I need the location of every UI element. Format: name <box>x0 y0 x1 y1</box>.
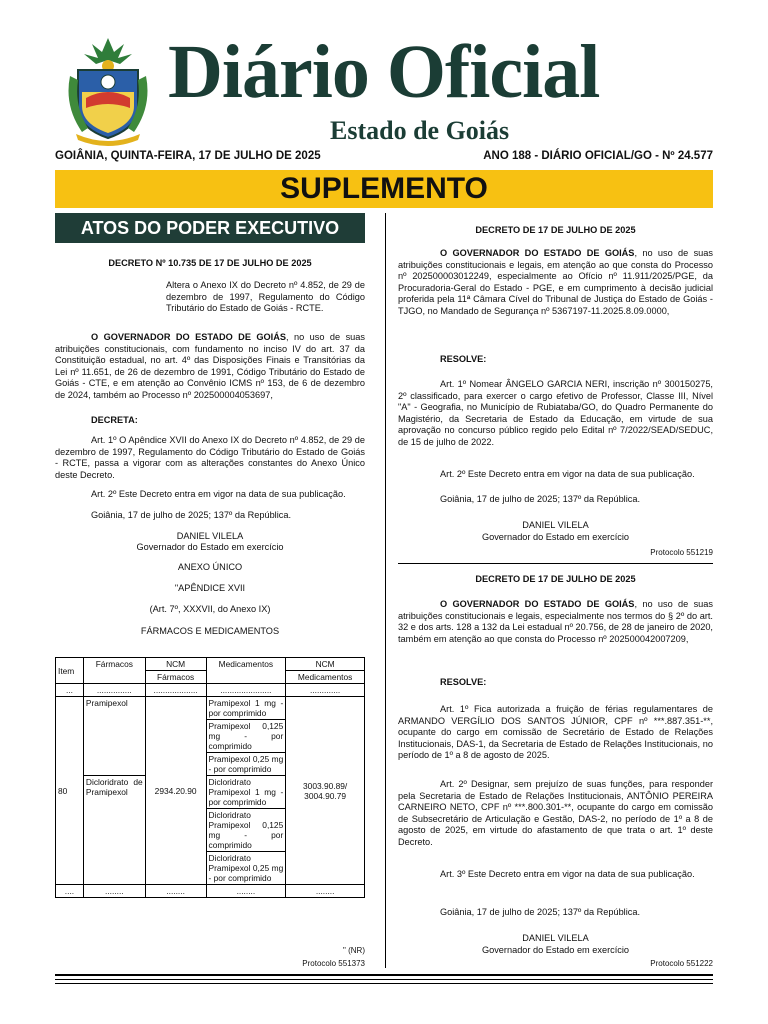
appendix-ref: (Art. 7º, XXXVII, do Anexo IX) <box>149 604 271 614</box>
dots-cell: ........ <box>206 885 286 898</box>
decree-2-resolve: RESOLVE: <box>440 677 487 687</box>
signer-role: Governador do Estado em exercício <box>136 542 284 552</box>
decree-1-title: DECRETO DE 17 DE JULHO DE 2025 <box>475 225 636 235</box>
place-date: Goiânia, 17 de julho de 2025; 137º da República. <box>91 510 292 520</box>
header-ncm: NCM <box>145 658 206 671</box>
dots-cell: ............... <box>83 684 145 697</box>
decree-2-preamble-rest: , no uso de suas atribuições constitucionais e legais, especialmente nos termos do § 2º do art. 32 e dos arts. 128 a 132 da Lei estadual nº 20.756, de 28 de janeiro de 2020, também em atenção ao que consta do Processo nº 202500042007209, <box>398 599 713 644</box>
decree-2-place-date: Goiânia, 17 de julho de 2025; 137º da República. <box>440 907 641 917</box>
header-ncm-medicamentos: Medicamentos <box>286 671 365 684</box>
medicamento-cell: Dicloridrato Pramipexol 1 mg - por comprimido <box>206 776 286 809</box>
appendix-title: "APÊNDICE XVII <box>174 583 246 593</box>
header-item: Item <box>56 658 84 684</box>
dots-cell: ............. <box>286 684 365 697</box>
decree-1-signer: DANIEL VILELA <box>522 520 589 530</box>
decree-1-preamble-rest: , no uso de suas atribuições constitucionais e legais, em atenção ao que consta do Processo nº 202500003012249, especialmente ao Ofício nº 11.911/2025/PGE, da Procuradoria-Geral do Estado - PGE, e em cumprimento à decisão judicial proferida pela 11ª Câmara Cível do Tribunal de Justiça do Estado de Goiás - TJGO, no Mandado de Segurança nº 5367197-11.2025.8.09.0000, <box>398 248 713 316</box>
farmaco-cell: Pramipexol <box>83 697 145 776</box>
ncm-medicamento-cell: 3003.90.89/ 3004.90.79 <box>286 697 365 885</box>
dots-cell: ........ <box>145 885 206 898</box>
decree-2-signer: DANIEL VILELA <box>522 933 589 943</box>
decreta-heading: DECRETA: <box>91 415 138 425</box>
footer-rule <box>55 979 713 980</box>
decree-2-article-3: Art. 3º Este Decreto entra em vigor na data de sua publicação. <box>440 869 695 879</box>
masthead-subtitle: Estado de Goiás <box>330 116 510 145</box>
dots-cell: ...................... <box>206 684 286 697</box>
preamble-bold: O GOVERNADOR DO ESTADO DE GOIÁS <box>91 332 286 342</box>
decree-2-article-1: Art. 1º Fica autorizada a fruição de férias regulamentares de ARMANDO VERGÍLIO DOS SANTOS JÚNIOR, CPF nº ***.887.351-**, ocupante do cargo em comissão de Secretário de Estado de Relações Institucionais, DAS-1, da Secretaria de Estado de Relações Institucionais, no período de 1º a 8 de agosto de 2025. <box>398 704 713 760</box>
decree-2-protocol: Protocolo 551222 <box>650 959 713 968</box>
decree-1-preamble-bold: O GOVERNADOR DO ESTADO DE GOIÁS <box>440 248 635 258</box>
article-2: Art. 2º Este Decreto entra em vigor na data de sua publicação. <box>91 489 346 499</box>
article-1: Art. 1º O Apêndice XVII do Anexo IX do Decreto nº 4.852, de 29 de dezembro de 1997, Regulamento do Código Tributário do Estado de Goiás - RCTE, passa a vigorar com as alterações constantes do Anexo Único deste Decreto. <box>55 435 365 480</box>
issue-number: ANO 188 - DIÁRIO OFICIAL/GO - Nº 24.577 <box>483 150 713 162</box>
decree-divider <box>398 563 713 564</box>
decree-1-preamble <box>398 248 713 317</box>
medicamento-cell: Pramipexol 1 mg - por comprimido <box>206 697 286 720</box>
decree-2-article-2: Art. 2º Designar, sem prejuízo de suas funções, para responder pela Secretaria de Estado de Relações Institucionais, ANTÔNIO PEREIRA CARNEIRO NETO, CPF nº ***.800.301-**, ocupante do cargo em comissão de Subsecretário de Articulação e Gestão, DAS-2, no período de 1º a 8 de agosto de 2025, em virtude do afastamento de que trata o art. 1º deste Decreto. <box>398 779 713 847</box>
decree-2-preamble <box>398 599 713 645</box>
medicamento-cell: Dicloridrato Pramipexol 0,125 mg - por comprimido <box>206 809 286 852</box>
decree-1-resolve: RESOLVE: <box>440 354 487 364</box>
medicamento-cell: Pramipexol 0,25 mg - por comprimido <box>206 753 286 776</box>
issue-date: GOIÂNIA, QUINTA-FEIRA, 17 DE JULHO DE 2025 <box>55 150 321 162</box>
preamble <box>55 332 365 401</box>
coat-of-arms-icon <box>62 36 154 148</box>
footer-rule <box>55 974 713 976</box>
dots-cell: ........ <box>286 885 365 898</box>
farmaco-cell: Dicloridrato de Pramipexol <box>83 776 145 885</box>
column-divider <box>385 213 386 968</box>
dots-cell: ........ <box>83 885 145 898</box>
decree-1-article-1: Art. 1º Nomear ÂNGELO GARCIA NERI, inscrição nº 300150275, 2º classificado, para exercer o cargo efetivo de Professor, Classe III, Nível "A" - Geografia, no Município de Rubiataba/GO, do Quadro Permanente do Magistério, da Secretaria de Estado da Educação, em virtude de sua aprovação no concurso público regido pelo Edital nº 7/2022/SEAD/SEDUC, de 15 de julho de 2022. <box>398 379 713 447</box>
dots-cell: .... <box>56 885 84 898</box>
decree-1-role: Governador do Estado em exercício <box>481 532 630 542</box>
protocol-left: Protocolo 551373 <box>302 959 365 968</box>
medicamento-cell: Dicloridrato Pramipexol 0,25 mg - por comprimido <box>206 852 286 885</box>
header-farmacos: Fármacos <box>83 658 145 684</box>
decree-1-protocol: Protocolo 551219 <box>650 548 713 557</box>
footer-rule <box>55 983 713 984</box>
atos-band: ATOS DO PODER EXECUTIVO <box>55 213 365 243</box>
decree-1-place-date: Goiânia, 17 de julho de 2025; 137º da República. <box>440 494 641 504</box>
medicamento-cell: Pramipexol 0,125 mg - por comprimido <box>206 720 286 753</box>
decree-1-article-2: Art. 2º Este Decreto entra em vigor na data de sua publicação. <box>440 469 695 479</box>
ementa: Altera o Anexo IX do Decreto nº 4.852, de 29 de dezembro de 1997, Regulamento do Código Tributário do Estado de Goiás - RCTE. <box>166 280 365 313</box>
decree-2-role: Governador do Estado em exercício <box>481 945 630 955</box>
preamble-rest: , no uso de suas atribuições constitucionais, com fundamento no inciso IV do art. 37 da Constituição estadual, no art. 4º das Disposições Finais e Transitórias da Lei nº 11.651, de 26 de dezembro de 1991, Código Tributário do Estado de Goiás - CTE, e em atenção ao Convênio ICMS nº 153, de 6 de dezembro de 2024, também ao Processo nº 202500004053697, <box>55 332 365 400</box>
nr-note: " (NR) <box>343 946 365 955</box>
signer-name: DANIEL VILELA <box>176 531 244 541</box>
item-number: 80 <box>56 697 84 885</box>
dots-cell: ... <box>56 684 84 697</box>
annex-table <box>55 657 365 898</box>
section-title: SUPLEMENTO <box>280 172 488 205</box>
annex-title: ANEXO ÚNICO <box>177 562 243 572</box>
masthead-title: Diário Oficial <box>168 30 600 114</box>
header-ncm-2: NCM <box>286 658 365 671</box>
decree-2-preamble-bold: O GOVERNADOR DO ESTADO DE GOIÁS <box>440 599 635 609</box>
annex-subject: FÁRMACOS E MEDICAMENTOS <box>140 626 280 636</box>
header-ncm-farmacos: Fármacos <box>145 671 206 684</box>
decree-2-title: DECRETO DE 17 DE JULHO DE 2025 <box>475 574 636 584</box>
decree-title: DECRETO Nº 10.735 DE 17 DE JULHO DE 2025 <box>108 258 312 268</box>
header-medicamentos: Medicamentos <box>206 658 286 684</box>
ncm-farmaco-cell: 2934.20.90 <box>145 697 206 885</box>
dots-cell: ................... <box>145 684 206 697</box>
